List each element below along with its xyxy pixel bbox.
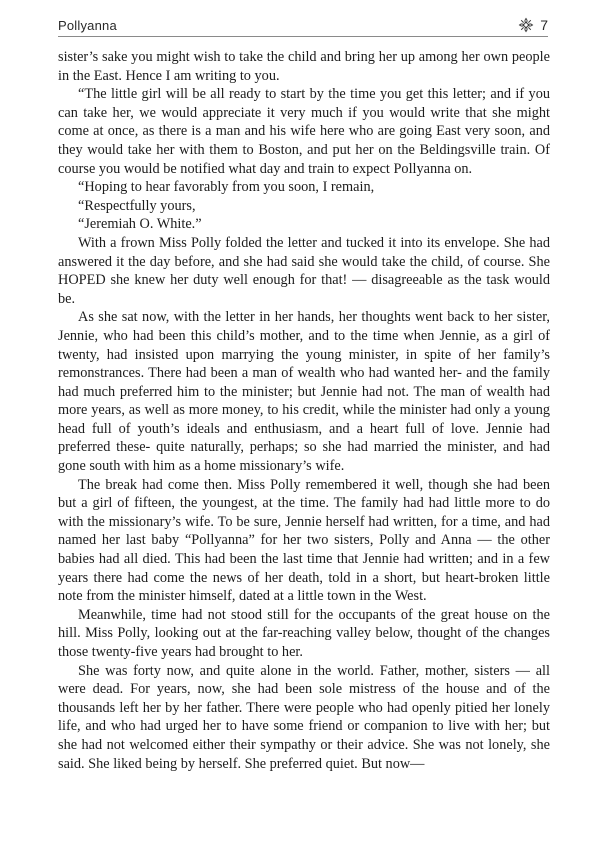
paragraph: “Jeremiah O. White.” (78, 216, 202, 233)
paragraph: sister’s sake you might wish to take the child and bring her up among her own people in the East. Hence I am writing to you. (58, 49, 550, 84)
paragraph: “Respectfully yours, (78, 197, 196, 214)
decorative-flower-icon (518, 17, 534, 33)
running-header (58, 14, 548, 37)
paragraph: The break had come then. Miss Polly remembered it well, though she had been but a girl of fifteen, the youngest, at the time. The family had had little more to do with the missionary’s wife. To be sure, Jennie herself had written, for a time, and had named her last baby “Pollyanna” for her two sisters, Polly and Anna — the other babies had all died. This had been the last time that Jennie had written; and in a few years there had come the news of her death, told in a short, but heart-broken little note from the minister himself, dated at a little town in the West. (58, 476, 550, 605)
book-title: Pollyanna (58, 17, 117, 33)
paragraph: “The little girl will be all ready to start by the time you get this letter; and if you can take her, we would appreciate it very much if you would write that she might come at once, as there is a man and his wife here who are going East very soon, and they would take her with them to Boston, and put her on the Beldingsville train. Of course you would be notified what day and train to expect Pollyanna on. (58, 86, 550, 177)
body-text (58, 48, 550, 773)
paragraph: With a frown Miss Polly folded the letter and tucked it into its envelope. She had answered it the day before, and she had said she would take the child, of course. She HOPED she knew her duty well enough for that! — disagreeable as the task would be. (58, 234, 550, 307)
paragraph: Meanwhile, time had not stood still for the occupants of the great house on the hill. Miss Polly, looking out at the far-reaching valley below, thought of the changes those twenty-five years had brought to her. (58, 606, 550, 660)
paragraph: As she sat now, with the letter in her hands, her thoughts went back to her sister, Jennie, who had been this child’s mother, and to the time when Jennie, as a girl of twenty, had insisted upon marrying the young minister, in spite of her family’s remonstrances. There had been a man of wealth who had wanted her- and the family had much preferred him to the minister; but Jennie had not. The man of wealth had more years, as well as more money, to his credit, while the minister had only a young head full of youth’s ideals and enthusiasm, and a heart full of love. Jennie had preferred these- quite naturally, perhaps; so she had married the minister, and had gone south with him as a home missionary’s wife. (58, 309, 550, 475)
page-number: 7 (540, 17, 548, 33)
paragraph: “Hoping to hear favorably from you soon, I remain, (78, 179, 375, 196)
paragraph: She was forty now, and quite alone in the world. Father, mother, sisters — all were dead. For years, now, she had been sole mistress of the house and of the thousands left her by her father. There were people who had openly pitied her lonely life, and who had urged her to have some friend or companion to live with her; but she had not welcomed either their sympathy or their advice. She was not lonely, she said. She liked being by herself. She preferred quiet. But now— (58, 662, 550, 772)
page-number-group (518, 17, 548, 33)
